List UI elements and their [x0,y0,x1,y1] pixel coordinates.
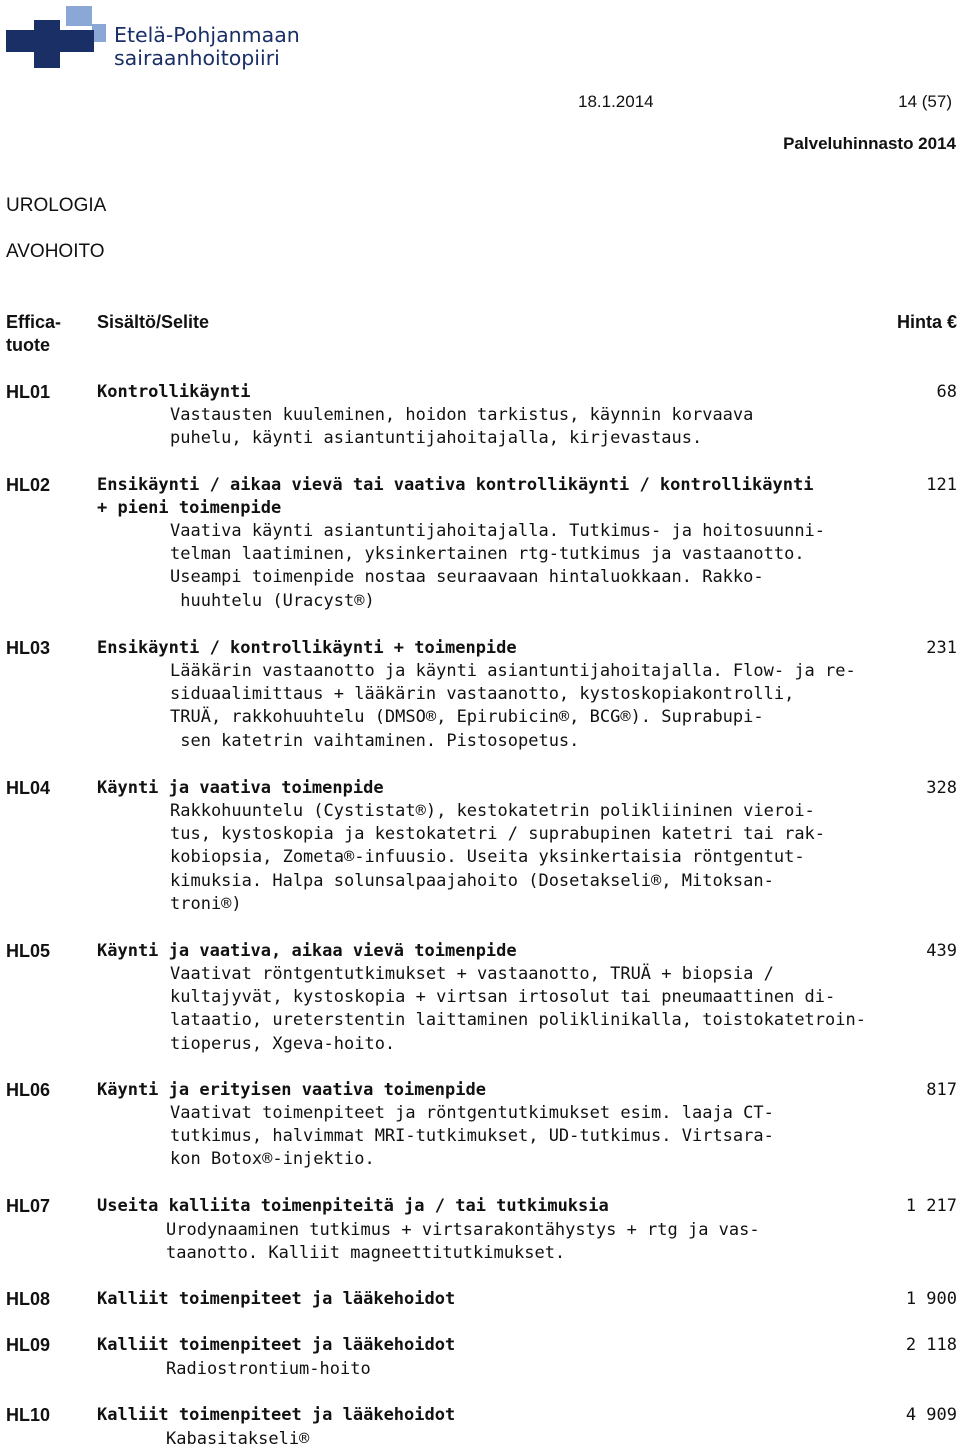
product-code: HL07 [6,1196,51,1216]
column-header-price: Hinta € [896,312,957,332]
row-title: Useita kalliita toimenpiteitä ja / tai tutkimuksia [97,1196,609,1216]
product-code: HL03 [6,638,51,658]
organization-name [114,24,300,70]
row-price: 121 [926,475,957,495]
row-title: Kontrollikäynti [97,382,251,402]
row-price: 439 [926,941,957,961]
organization-name-line1: Etelä-Pohjanmaan [114,23,300,47]
row-price: 817 [926,1080,957,1100]
row-description: Vastausten kuuleminen, hoidon tarkistus, käynnin korvaava puhelu, käynti asiantuntijahoitajalla, kirjevastaus. [170,405,754,449]
row-description: Vaativat toimenpiteet ja röntgentutkimukset esim. laaja CT- tutkimus, halvimmat MRI-tutkimukset, UD-tutkimus. Virtsara- kon Botox®-injektio. [170,1103,774,1170]
medical-cross-icon [6,4,106,68]
product-code: HL02 [6,475,51,495]
row-title: Ensikäynti / kontrollikäynti + toimenpide [97,638,517,658]
document-date: 18.1.2014 [578,92,654,111]
row-description: Kabasitakseli® [166,1429,310,1449]
specialty-heading: UROLOGIA [6,195,107,216]
page-number: 14 (57) [898,92,952,111]
row-price: 1 900 [905,1289,957,1309]
row-price: 68 [936,382,957,402]
column-header-code [6,311,61,357]
product-code: HL09 [6,1335,51,1355]
row-title: Ensikäynti / aikaa vievä tai vaativa kontrollikäynti / kontrollikäynti + pieni toimenpide [97,475,814,518]
care-type-heading: AVOHOITO [6,241,105,262]
row-title: Käynti ja vaativa, aikaa vievä toimenpide [97,941,517,961]
product-code: HL01 [6,382,51,402]
row-price: 1 217 [905,1196,957,1216]
column-header-code-line2: tuote [6,335,50,355]
row-price: 231 [926,638,957,658]
row-description: Radiostrontium-hoito [166,1359,371,1379]
row-price: 328 [926,778,957,798]
row-description: Lääkärin vastaanotto ja käynti asiantuntijahoitajalla. Flow- ja re- siduaalimittaus + lääkärin vastaanotto, kystoskopiakontrolli, TRUÄ, rakkohuuhtelu (DMSO®, Epirubicin®, BCG®). Suprabupi- sen katetrin vaihtaminen. Pistosopetus. [170,661,856,751]
organization-name-line2: sairaanhoitopiiri [114,46,280,70]
column-header-code-line1: Effica- [6,312,62,332]
row-title: Kalliit toimenpiteet ja lääkehoidot [97,1289,456,1309]
row-title: Kalliit toimenpiteet ja lääkehoidot [97,1405,456,1425]
row-title: Kalliit toimenpiteet ja lääkehoidot [97,1335,456,1355]
row-description: Vaativa käynti asiantuntijahoitajalla. Tutkimus- ja hoitosuunni- telman laatiminen, yksinkertainen rtg-tutkimus ja vastaanotto. Useampi toimenpide nostaa seuraavaan hintaluokkaan. Rakko- huuhtelu (Uracyst®) [170,521,826,611]
row-description: Rakkohuuntelu (Cystistat®), kestokatetrin polikliininen vieroi- tus, kystoskopia ja kestokatetri / suprabupinen katetri tai rak- kobiopsia, Zometa®-infuusio. Useita yksinkertaisia röntgentut- kimuksia. Halpa solunsalpaajahoito (Dosetakseli®, Mitoksan- troni®) [170,801,826,914]
row-title: Käynti ja vaativa toimenpide [97,778,384,798]
document-title: Palveluhinnasto 2014 [783,134,956,153]
product-code: HL10 [6,1405,51,1425]
organization-logo [6,4,326,68]
row-title: Käynti ja erityisen vaativa toimenpide [97,1080,486,1100]
product-code: HL05 [6,941,51,961]
row-description: Urodynaaminen tutkimus + virtsarakontähystys + rtg ja vas- taanotto. Kalliit magneettitutkimukset. [166,1220,760,1264]
row-price: 4 909 [905,1405,957,1425]
product-code: HL06 [6,1080,51,1100]
product-code: HL08 [6,1289,51,1309]
column-header-content: Sisältö/Selite [97,312,210,332]
row-price: 2 118 [905,1335,957,1355]
row-description: Vaativat röntgentutkimukset + vastaanotto, TRUÄ + biopsia / kultajyvät, kystoskopia + virtsan irtosolut tai pneumaattinen di- lataatio, ureterstentin laittaminen poliklinikalla, toistokatetroin- tioperus, Xgeva-hoito. [170,964,866,1054]
product-code: HL04 [6,778,51,798]
